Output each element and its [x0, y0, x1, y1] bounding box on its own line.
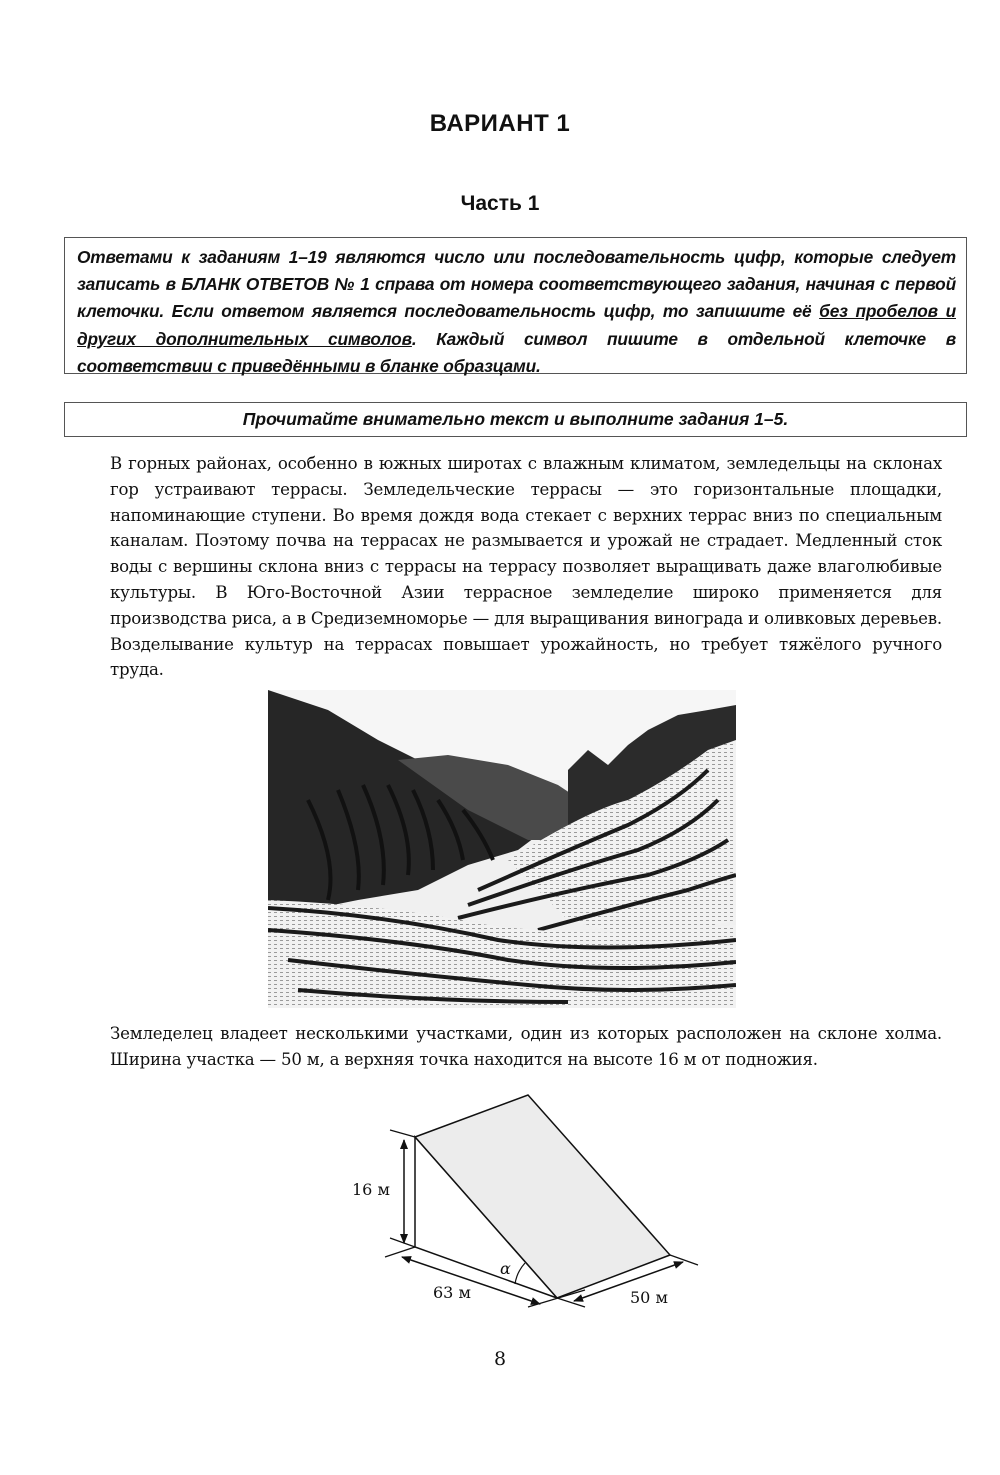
width-label: 50 м: [630, 1288, 668, 1307]
page-number: 8: [493, 1348, 507, 1370]
angle-alpha-label: α: [500, 1259, 511, 1278]
variant-title: ВАРИАНТ 1: [429, 110, 571, 137]
instructions-box: [64, 237, 967, 374]
extension-line-right: [670, 1255, 698, 1265]
instructions-text-start: Ответами к заданиям 1–19 являются число или последовательность цифр, которые следует записать в БЛАНК ОТВЕТОВ № 1 справа от номера соответствующего задания, начиная с первой клеточки. Если ответом является последовательность цифр, то запишите её: [77, 247, 956, 322]
extension-line-left: [385, 1247, 415, 1257]
slope-diagram: [330, 1085, 710, 1325]
height-label: 16 м: [352, 1180, 390, 1199]
part-heading: Часть 1: [460, 192, 540, 215]
instructions-underlined-text: без пробелов и других дополнительных символов: [77, 301, 956, 349]
instructions-text-end: . Каждый символ пишите в отдельной клеточке в соответствии с приведёнными в бланке образцами.: [77, 328, 956, 376]
extension-line-top: [390, 1130, 415, 1137]
terraced-fields-photo: [268, 690, 736, 1008]
terraced-fields-photo-illustration: [268, 690, 736, 1008]
instructions-text: [77, 244, 956, 380]
extension-line-bottom: [390, 1238, 415, 1247]
passage-paragraph-2: Земледелец владеет несколькими участками, один из которых расположен на склоне холма. Ширина участка — 50 м, а верхняя точка находится на высоте 16 м от подножия.: [110, 1024, 942, 1069]
base-label: 63 м: [433, 1283, 471, 1302]
task-instruction-bar: Прочитайте внимательно текст и выполните задания 1–5.: [64, 402, 967, 437]
passage-paragraph-1: В горных районах, особенно в южных широтах с влажным климатом, земледельцы на склонах гор устраивают террасы. Земледельческие террасы — это горизонтальные площадки, напоминающие ступени. Во время дождя вода стекает с верхних террас вниз по специальным каналам. Поэтому почва на террасах не размывается и урожай не страдает. Медленный сток воды с вершины склона вниз с террасы на террасу позволяет выращивать даже влаголюбивые культуры. В Юго-Восточной Азии террасное земледелие широко применяется для производства риса, а в Средиземноморье — для выращивания винограда и оливковых деревьев. Возделывание культур на террасах повышает урожайность, но требует тяжёлого ручного труда.: [110, 454, 942, 680]
